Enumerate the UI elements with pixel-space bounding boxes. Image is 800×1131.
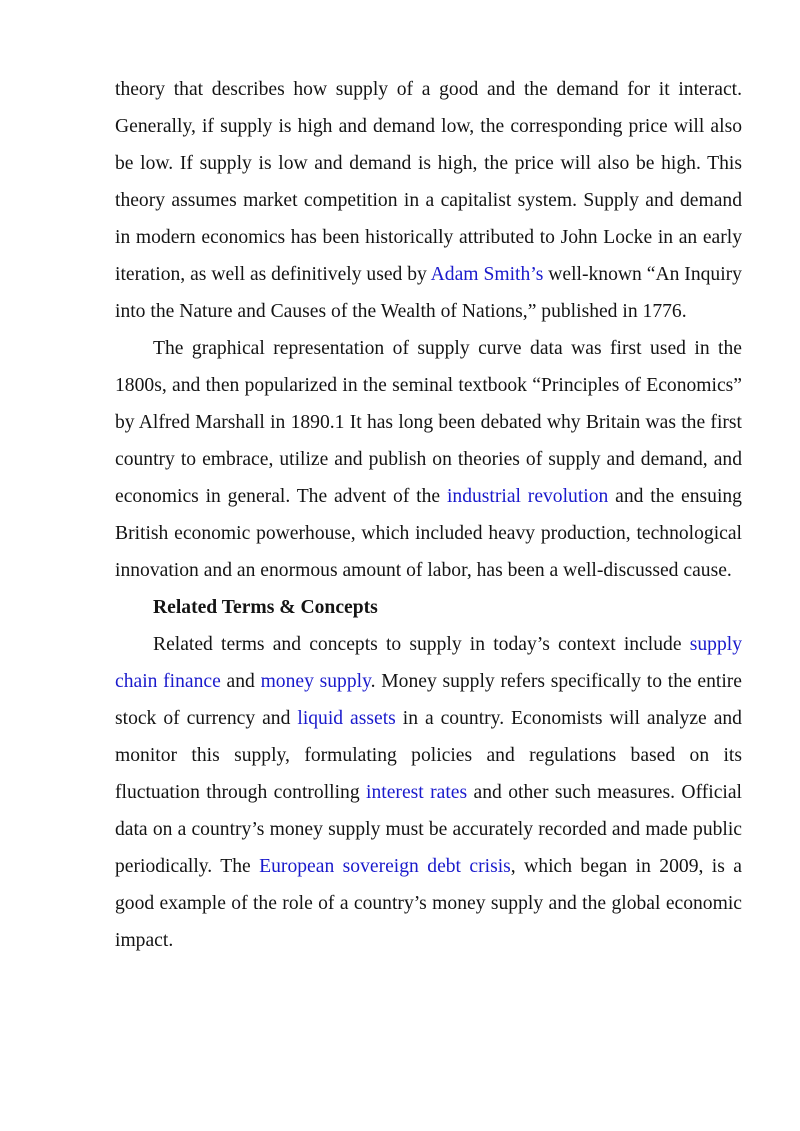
paragraph-text: . Money supply refers specifically to the entire stock of currency and	[115, 671, 743, 729]
paragraph-text: The graphical representation of supply curve data was first used in the 1800s, and then popularized in the seminal textbook “Principles of Economics” by Alfred Marshall in 1890.1 It has long been debated why Britain was the first country to embrace, utilize and publish on theories of supply and demand, and economics in general. The advent of the	[115, 338, 742, 507]
paragraph-text: and the ensuing British economic powerhouse, which included heavy production, technological innovation and an enormous amount of labor, has been a well-discussed cause.	[115, 486, 742, 581]
link-supply-chain-finance[interactable]: supply chain finance	[115, 634, 742, 692]
link-industrial-revolution[interactable]: industrial revolution	[446, 486, 609, 507]
document-body	[115, 71, 742, 959]
paragraph-text: and other such measures. Official data on a country’s money supply must be accurately recorded and made public periodically. The	[115, 782, 742, 877]
paragraph-text: Related terms and concepts to supply in today’s context include	[153, 634, 690, 655]
paragraph-graphical-representation	[115, 330, 742, 589]
link-money-supply[interactable]: money supply	[260, 671, 371, 692]
paragraph-text: , which began in 2009, is a good example of the role of a country’s money supply and the global economic impact.	[115, 856, 742, 951]
paragraph-text: well-known “An Inquiry into the Nature and Causes of the Wealth of Nations,” published in 1776.	[115, 264, 742, 322]
link-adam-smith[interactable]: Adam Smith’s	[430, 264, 544, 285]
paragraph-text: in a country. Economists will analyze and monitor this supply, formulating policies and regulations based on its fluctuation through controlling	[115, 708, 742, 803]
paragraph-supply-demand-theory	[115, 71, 742, 330]
paragraph-text: and	[220, 671, 261, 692]
link-interest-rates[interactable]: interest rates	[366, 782, 468, 803]
link-european-sovereign-debt-crisis[interactable]: European sovereign debt crisis	[259, 856, 511, 877]
link-liquid-assets[interactable]: liquid assets	[297, 708, 396, 729]
section-heading: Related Terms & Concepts	[153, 597, 378, 618]
paragraph-related-terms	[115, 626, 742, 959]
paragraph-text: theory that describes how supply of a good and the demand for it interact. Generally, if supply is high and demand low, the corresponding price will also be low. If supply is low and demand is high, the price will also be high. This theory assumes market competition in a capitalist system. Supply and demand in modern economics has been historically attributed to John Locke in an early iteration, as well as definitively used by	[115, 79, 742, 285]
